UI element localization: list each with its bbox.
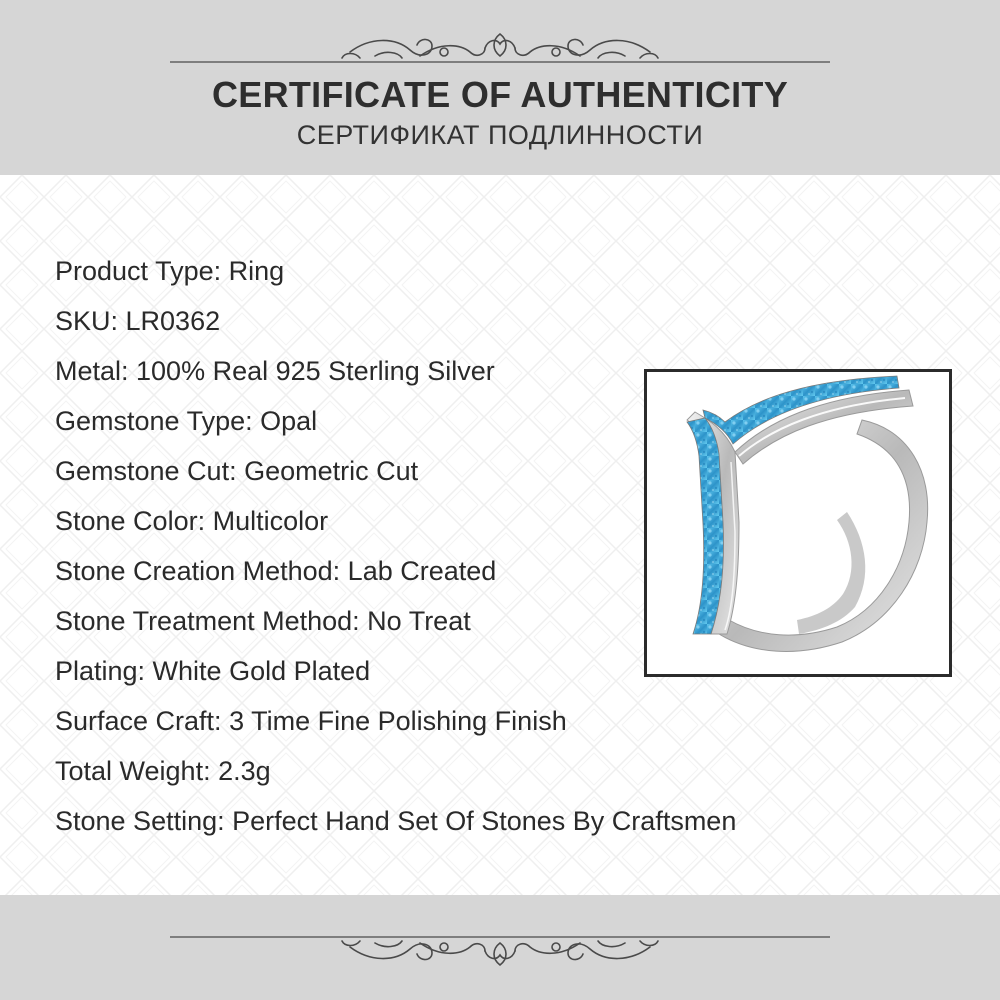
product-spec-list bbox=[55, 251, 736, 851]
spec-stone-color: Stone Color: Multicolor bbox=[55, 506, 329, 536]
spec-gemstone-type: Gemstone Type: Opal bbox=[55, 406, 318, 436]
spec-metal: Metal: 100% Real 925 Sterling Silver bbox=[55, 356, 495, 386]
spec-product-type: Product Type: Ring bbox=[55, 256, 285, 286]
header-band bbox=[0, 0, 1000, 175]
footer-band bbox=[0, 895, 1000, 1000]
top-flourish-icon bbox=[170, 22, 830, 72]
certificate-title: CERTIFICATE OF AUTHENTICITY bbox=[211, 74, 789, 115]
spec-sku: SKU: LR0362 bbox=[55, 306, 221, 336]
spec-surface-craft: Surface Craft: 3 Time Fine Polishing Finish bbox=[55, 706, 567, 736]
spec-stone-treatment-method: Stone Treatment Method: No Treat bbox=[55, 606, 471, 636]
spec-plating: Plating: White Gold Plated bbox=[55, 656, 371, 686]
product-photo-frame bbox=[644, 369, 952, 677]
certificate-subtitle: СЕРТИФИКАТ ПОДЛИННОСТИ bbox=[296, 120, 704, 150]
spec-total-weight: Total Weight: 2.3g bbox=[55, 756, 271, 786]
spec-stone-creation-method: Stone Creation Method: Lab Created bbox=[55, 556, 497, 586]
opal-chevron-ring-icon bbox=[647, 372, 949, 674]
bottom-flourish-icon bbox=[170, 927, 830, 977]
spec-gemstone-cut: Gemstone Cut: Geometric Cut bbox=[55, 456, 419, 486]
spec-stone-setting: Stone Setting: Perfect Hand Set Of Stones By Craftsmen bbox=[55, 806, 737, 836]
